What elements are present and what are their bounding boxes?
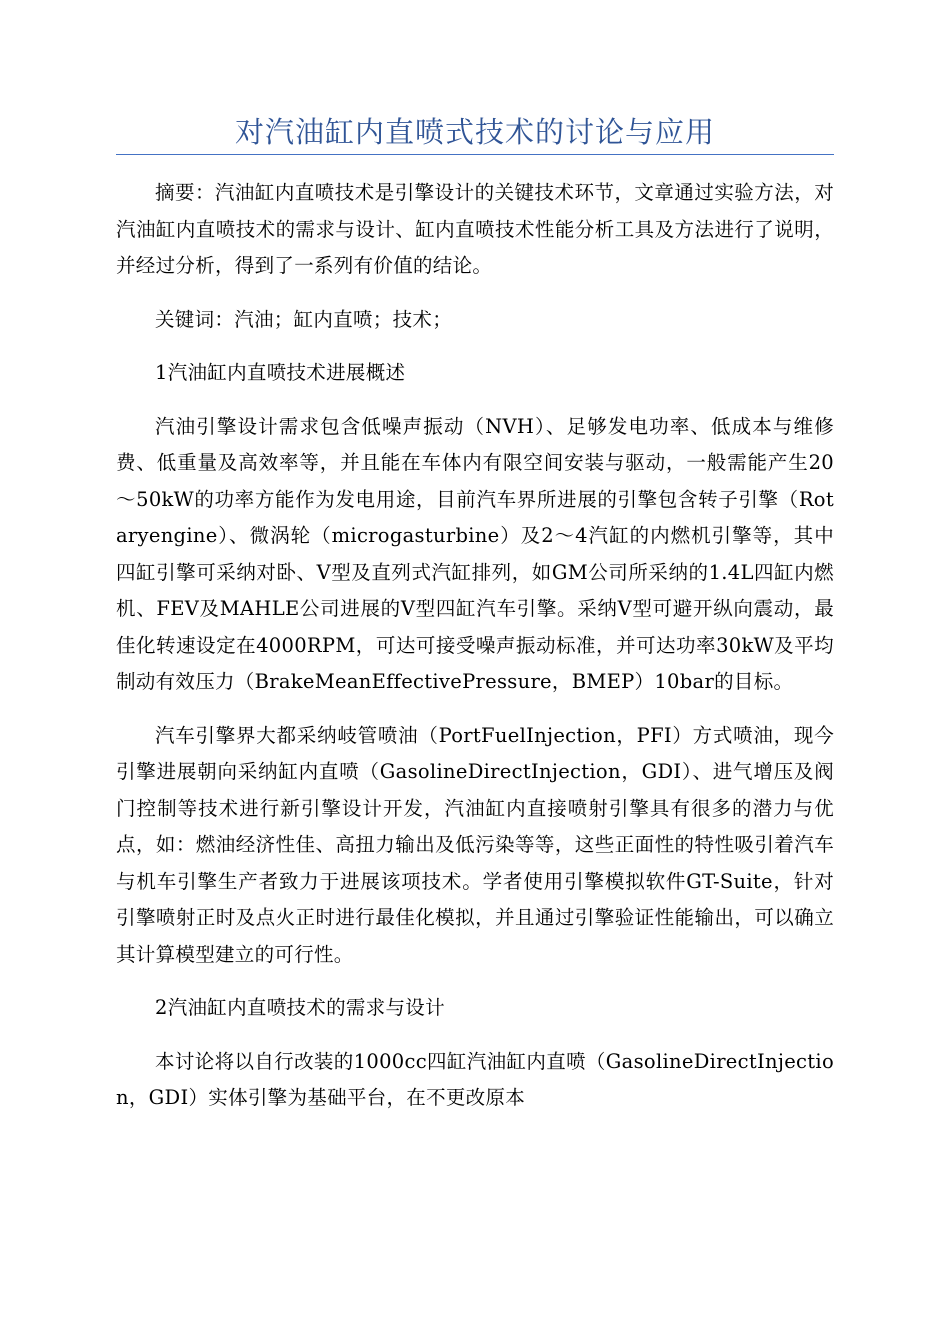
document-title: 对汽油缸内直喷式技术的讨论与应用 <box>234 115 715 149</box>
abstract-paragraph: 摘要：汽油缸内直喷技术是引擎设计的关键技术环节，文章通过实验方法，对汽油缸内直喷技术的需求与设计、缸内直喷技术性能分析工具及方法进行了说明，并经过分析，得到了一系列有价值的结论。 <box>116 181 834 277</box>
section-1-heading: 1汽油缸内直喷技术进展概述 <box>155 361 406 384</box>
section-1-paragraph-2: 汽车引擎界大都采纳岐管喷油（PortFuelInjection，PFI）方式喷油，现今引擎进展朝向采纳缸内直喷（GasolineDirectInjection，GDI）、进气增压及阀门控制等技术进行新引擎设计开发，汽油缸内直接喷射引擎具有很多的潜力与优点，如：燃油经济性佳、高扭力输出及低污染等等，这些正面性的特性吸引着汽车与机车引擎生产者致力于进展该项技术。学者使用引擎模拟软件GT-Suite，针对引擎喷射正时及点火正时进行最佳化模拟，并且通过引擎验证性能输出，可以确立其计算模型建立的可行性。 <box>116 723 834 966</box>
document-body <box>116 175 834 1134</box>
section-1-paragraph-1: 汽油引擎设计需求包含低噪声振动（NVH）、足够发电功率、低成本与维修费、低重量及高效率等，并且能在车体内有限空间安装与驱动，一般需能产生20～50kW的功率方能作为发电用途，目前汽车界所进展的引擎包含转子引擎（Rotaryengine）、微涡轮（microgasturbine）及2～4汽缸的内燃机引擎等，其中四缸引擎可采纳对卧、V型及直列式汽缸排列，如GM公司所采纳的1.4L四缸内燃机、FEV及MAHLE公司进展的V型四缸汽车引擎。采纳V型可避开纵向震动，最佳化转速设定在4000RPM，可达可接受噪声振动标准，并可达功率30kW及平均制动有效压力（BrakeMeanEffectivePressure，BMEP）10bar的目标。 <box>116 414 834 693</box>
section-2-paragraph-1: 本讨论将以自行改装的1000cc四缸汽油缸内直喷（GasolineDirectInjection，GDI）实体引擎为基础平台，在不更改原本 <box>116 1049 834 1109</box>
title-underline <box>116 154 834 155</box>
keywords-line: 关键词：汽油；缸内直喷；技术； <box>155 307 453 331</box>
section-2-heading: 2汽油缸内直喷技术的需求与设计 <box>155 996 445 1019</box>
